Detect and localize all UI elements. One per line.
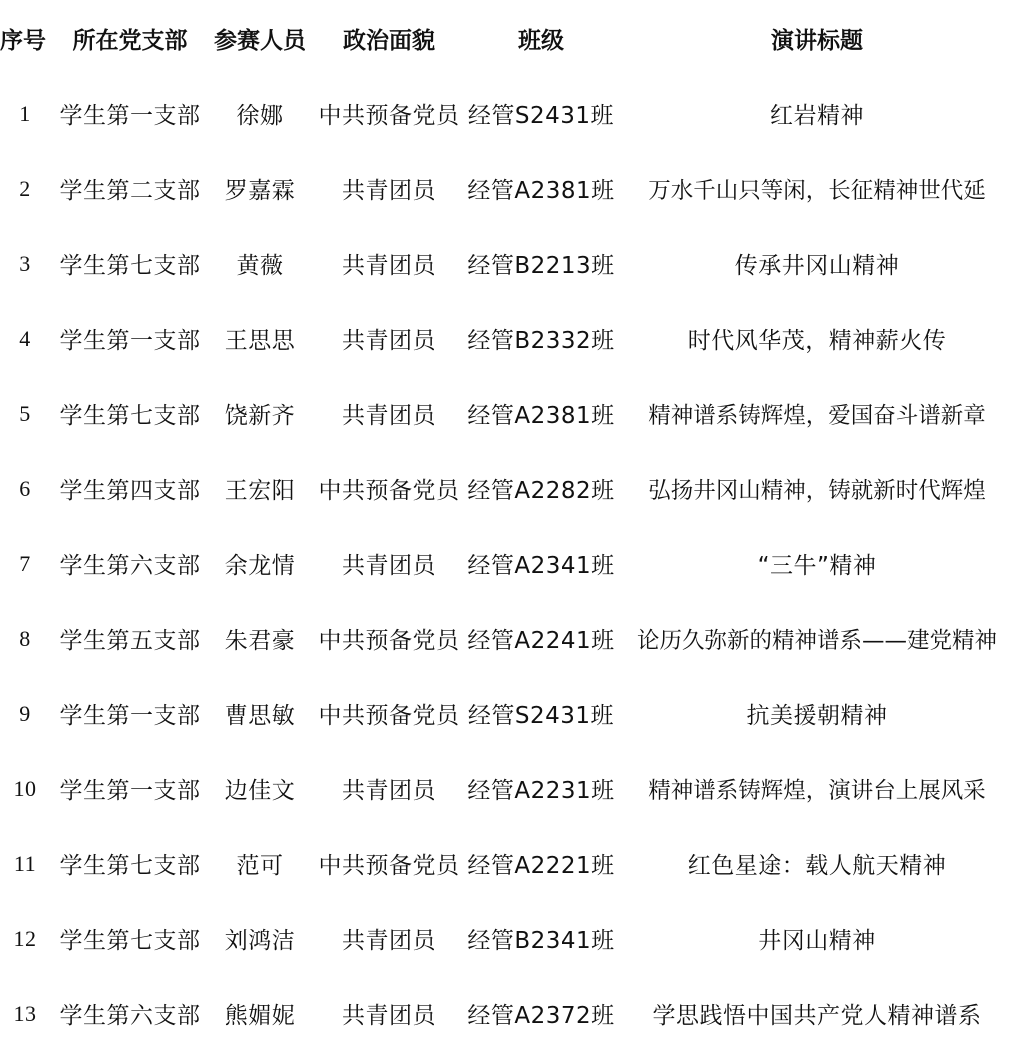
cell-speech-title: 精神谱系铸辉煌，爱国奋斗谱新章 bbox=[648, 402, 986, 429]
cell-speech-title: 井冈山精神 bbox=[758, 928, 876, 954]
cell-participant: 黄薇 bbox=[236, 253, 284, 279]
table-row bbox=[0, 226, 1033, 301]
cell-seq: 6 bbox=[19, 475, 31, 501]
cell-speech-title: 传承井冈山精神 bbox=[734, 253, 900, 279]
cell-seq: 7 bbox=[19, 550, 31, 576]
cell-speech-title: 红岩精神 bbox=[770, 103, 864, 129]
cell-class: 经管A2241班 bbox=[467, 628, 615, 654]
table-row bbox=[0, 826, 1033, 901]
cell-participant: 边佳文 bbox=[224, 778, 296, 804]
table-row bbox=[0, 526, 1033, 601]
table-row bbox=[0, 151, 1033, 226]
cell-class: 经管A2231班 bbox=[467, 778, 615, 804]
cell-branch: 学生第七支部 bbox=[59, 928, 201, 954]
cell-political-status: 共青团员 bbox=[342, 1003, 436, 1029]
header-class: 班级 bbox=[518, 27, 564, 54]
cell-participant: 曹思敏 bbox=[224, 703, 296, 729]
table-row bbox=[0, 451, 1033, 526]
cell-political-status: 共青团员 bbox=[342, 403, 436, 429]
cell-participant: 王思思 bbox=[224, 328, 296, 354]
cell-speech-title: 抗美援朝精神 bbox=[746, 703, 888, 729]
cell-class: 经管A2282班 bbox=[467, 478, 615, 504]
cell-political-status: 共青团员 bbox=[342, 928, 436, 954]
cell-participant: 熊媚妮 bbox=[224, 1003, 296, 1029]
cell-branch: 学生第一支部 bbox=[59, 703, 201, 729]
header-seq: 序号 bbox=[0, 27, 46, 54]
cell-seq: 5 bbox=[19, 400, 31, 426]
header-branch: 所在党支部 bbox=[72, 27, 188, 54]
cell-speech-title: 学思践悟中国共产党人精神谱系 bbox=[652, 1003, 982, 1029]
table-row bbox=[0, 751, 1033, 826]
cell-participant: 饶新齐 bbox=[224, 403, 296, 429]
cell-seq: 8 bbox=[19, 625, 31, 651]
cell-class: 经管A2221班 bbox=[467, 853, 615, 879]
cell-branch: 学生第二支部 bbox=[59, 178, 201, 204]
cell-class: 经管A2341班 bbox=[467, 553, 615, 579]
cell-political-status: 中共预备党员 bbox=[318, 853, 460, 879]
cell-branch: 学生第四支部 bbox=[59, 478, 201, 504]
cell-political-status: 中共预备党员 bbox=[318, 478, 460, 504]
cell-seq: 11 bbox=[13, 850, 37, 876]
table-row bbox=[0, 301, 1033, 376]
cell-class: 经管B2332班 bbox=[467, 328, 615, 354]
cell-seq: 3 bbox=[19, 250, 31, 276]
cell-political-status: 中共预备党员 bbox=[318, 103, 460, 129]
cell-class: 经管S2431班 bbox=[467, 103, 615, 129]
table-row bbox=[0, 676, 1033, 751]
header-political-status: 政治面貌 bbox=[343, 27, 435, 54]
cell-participant: 徐娜 bbox=[236, 103, 284, 129]
table-body bbox=[0, 76, 1033, 1051]
cell-class: 经管B2213班 bbox=[467, 253, 615, 279]
cell-speech-title: 论历久弥新的精神谱系——建党精神 bbox=[636, 627, 997, 654]
cell-branch: 学生第六支部 bbox=[59, 553, 201, 579]
table-row bbox=[0, 376, 1033, 451]
cell-seq: 1 bbox=[19, 100, 31, 126]
cell-class: 经管S2431班 bbox=[467, 703, 615, 729]
cell-branch: 学生第一支部 bbox=[59, 778, 201, 804]
cell-branch: 学生第七支部 bbox=[59, 403, 201, 429]
cell-class: 经管A2381班 bbox=[467, 178, 615, 204]
cell-branch: 学生第一支部 bbox=[59, 103, 201, 129]
table-row bbox=[0, 901, 1033, 976]
cell-seq: 4 bbox=[19, 325, 31, 351]
cell-seq: 9 bbox=[19, 700, 31, 726]
cell-branch: 学生第七支部 bbox=[59, 253, 201, 279]
cell-branch: 学生第一支部 bbox=[59, 328, 201, 354]
cell-speech-title: 精神谱系铸辉煌，演讲台上展风采 bbox=[648, 777, 986, 804]
cell-branch: 学生第七支部 bbox=[59, 853, 201, 879]
cell-political-status: 共青团员 bbox=[342, 253, 436, 279]
cell-participant: 范可 bbox=[236, 853, 284, 879]
cell-political-status: 共青团员 bbox=[342, 553, 436, 579]
header-speech-title: 演讲标题 bbox=[771, 27, 863, 54]
cell-seq: 2 bbox=[19, 175, 31, 201]
cell-political-status: 共青团员 bbox=[342, 328, 436, 354]
table-row bbox=[0, 976, 1033, 1051]
cell-seq: 13 bbox=[13, 1000, 37, 1026]
cell-participant: 刘鸿洁 bbox=[224, 928, 296, 954]
cell-participant: 王宏阳 bbox=[224, 478, 296, 504]
cell-participant: 罗嘉霖 bbox=[224, 178, 296, 204]
cell-speech-title: 时代风华茂，精神薪火传 bbox=[687, 328, 947, 354]
cell-speech-title: 万水千山只等闲，长征精神世代延 bbox=[648, 177, 986, 204]
cell-political-status: 中共预备党员 bbox=[318, 703, 460, 729]
cell-branch: 学生第五支部 bbox=[59, 628, 201, 654]
cell-participant: 余龙情 bbox=[224, 553, 296, 579]
cell-participant: 朱君豪 bbox=[224, 628, 296, 654]
cell-speech-title: “三牛”精神 bbox=[757, 553, 877, 579]
cell-seq: 10 bbox=[13, 775, 37, 801]
header-participant: 参赛人员 bbox=[214, 27, 306, 54]
table-header-row bbox=[0, 0, 1033, 76]
cell-speech-title: 红色星途：载人航天精神 bbox=[687, 853, 947, 879]
cell-political-status: 共青团员 bbox=[342, 178, 436, 204]
cell-class: 经管A2381班 bbox=[467, 403, 615, 429]
table-row bbox=[0, 76, 1033, 151]
cell-class: 经管A2372班 bbox=[467, 1003, 615, 1029]
table-row bbox=[0, 601, 1033, 676]
cell-political-status: 中共预备党员 bbox=[318, 628, 460, 654]
cell-seq: 12 bbox=[13, 925, 37, 951]
cell-class: 经管B2341班 bbox=[467, 928, 615, 954]
cell-branch: 学生第六支部 bbox=[59, 1003, 201, 1029]
cell-political-status: 共青团员 bbox=[342, 778, 436, 804]
cell-speech-title: 弘扬井冈山精神，铸就新时代辉煌 bbox=[648, 477, 986, 504]
